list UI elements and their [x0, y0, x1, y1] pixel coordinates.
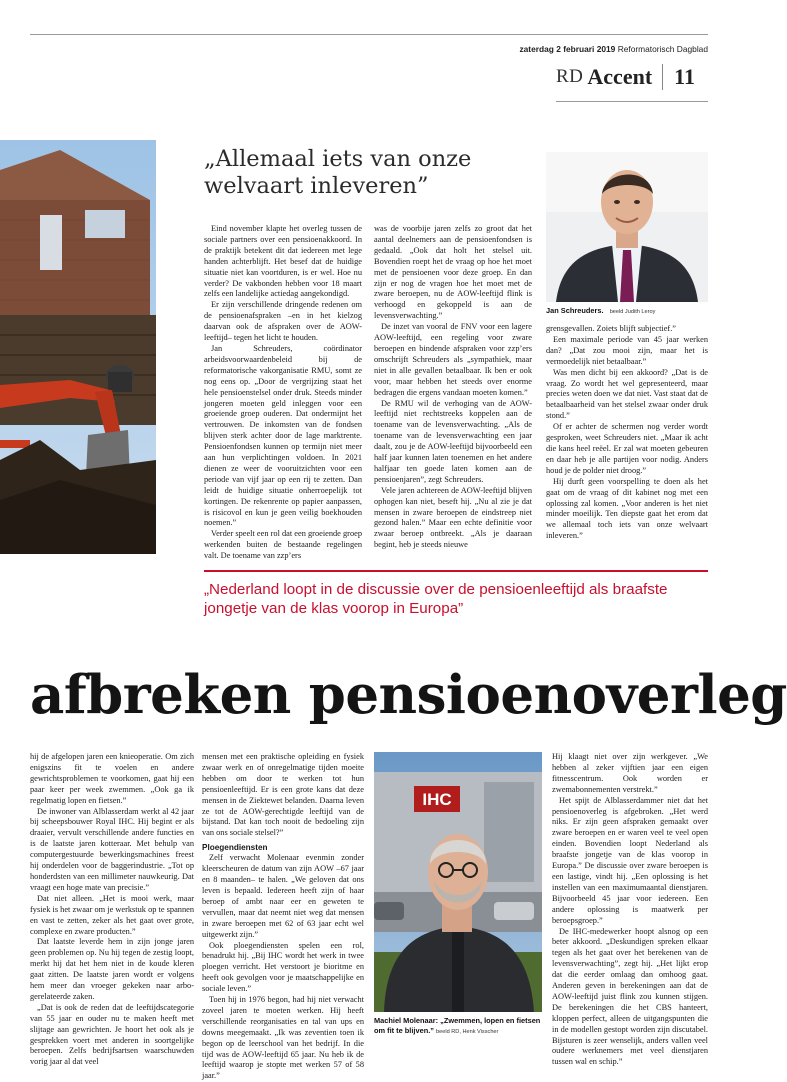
paragraph: Eind november klapte het overleg tussen de sociale partners over een pensioenakkoord. In de praktijk betekent dit dat iedereen met lege handen achterblijft. Het besef dat de huidige situatie niet kan voortduren, is er wel. Hoe nu verder? De vakbonden hebben voor 18 maart zelfs een landelijke actiedag aangekondigd.	[204, 224, 362, 299]
masthead-divider	[662, 64, 663, 90]
article-bottom-column-1	[30, 752, 194, 1068]
paragraph: De RMU wil de verhoging van de AOW-leeftijd niet rechtstreeks koppelen aan de toename van de levensverwachting. „Als de toename van de levensverwachting een jaar daalt, zou je de AOW-leeftijd bijvoorbeeld een half jaar kunnen laten toenemen en het andere halfjaar ten goede laten komen aan de pensioenjaren”, zegt Schreuders.	[374, 398, 532, 484]
caption-jan-schreuders	[546, 306, 708, 316]
subheading: Ploegendiensten	[202, 843, 268, 853]
paragraph: De inwoner van Alblasserdam werkt al 42 jaar bij scheepsbouwer Royal IHC. Hij begint er als draaier, vervult verschillende andere functies en is de laatste jaren kotteraar. Met behulp van computergestuurde bewerkingsmachines freest hij onderdelen voor de baggerindustrie. „Tot op honderdsten van een millimeter nauwkeurig. Dat vraagt een hoge mate van precisie.”	[30, 806, 194, 892]
paragraph: Er zijn verschillende dringende redenen om de pensioenafspraken –en in het kielzog daarvan ook de afspraken over de AOW-leeftijd– tegen het licht te houden.	[204, 300, 362, 343]
pull-quote: „Nederland loopt in de discussie over de pensioenleeftijd als braafste jongetje van de klas voorop in Europa”	[204, 581, 668, 617]
paragraph: Jan Schreuders, coördinator arbeidsvoorwaardenbeleid bij de reformatorische vakorganisatie RMU, somt ze nog eens op. „Door de vergrijzing staat het hele pensioenstelsel onder druk. Steeds minder jongeren moeten geld inleggen voor een groeiende groep ouderen. Dat ondermijnt het vertrouwen. De inkomsten van de fondsen blijven sterk achter door de lage marktrente. Pensioenfondsen kunnen op termijn niet meer aan hun verplichtingen voldoen. In 2021 dienen ze weer de vooruitzichten voor een periode van vijf jaar op een rij te zetten. Dan leidt de huidige situatie onherroepelijk tot kortingen. De rekenrente op papier aanpassen, is risicovol en kun je geen veilig boekhouden noemen.”	[204, 343, 362, 528]
article-top-column-3	[546, 324, 708, 542]
section-masthead	[556, 62, 695, 92]
paragraph: De inzet van vooral de FNV voor een lagere AOW-leeftijd, een regeling voor zware beroepen en bindende afspraken voor zzp’ers omschrijft Schreuders als „sympathiek, maar niet in alle gevallen betaalbaar. Ik ben er ook voor, maar hebben het steeds over enorme bedragen die ergens vandaan moeten komen.”	[374, 322, 532, 397]
article-bottom-column-2	[202, 752, 364, 1082]
main-headline: afbreken pensioenoverleg	[30, 664, 787, 726]
publication-name: Reformatorisch Dagblad	[617, 44, 708, 54]
excavator-photo	[0, 140, 156, 554]
paragraph: Was men dicht bij een akkoord? „Dat is de vraag. Zo wordt het wel gepresenteerd, maar precies weten doen we dat niet. Vast staat dat de betaalbaarheid van het stelsel zwaar onder druk stond.”	[546, 367, 708, 421]
top-rule	[30, 34, 708, 35]
paragraph: Toen hij in 1976 begon, had hij niet verwacht zoveel jaren te moeten werken. Hij heeft verschillende reorganisaties en tal van ups en downs meegemaakt. „Ik was zeventien toen ik begon op de leerschool van het bedrijf. In die tijd was de AOW-leeftijd 65 jaar. Nu heb ik de leeftijd waarop je stopte met werken 57 of 58 jaar.”	[202, 995, 364, 1081]
paragraph: Verder speelt een rol dat een groeiende groep werkenden buiten de bestaande regelingen valt. De toename van zzp’ers	[204, 529, 362, 561]
ihc-sign: IHC	[422, 790, 452, 809]
paragraph: grensgevallen. Zoiets blijft subjectief.”	[546, 324, 676, 333]
paragraph: Het spijt de Alblasserdammer niet dat het pensioenoverleg is afgebroken. „Het werd niks. Er zijn geen afspraken gemaakt over zware beroepen en er waren veel te veel open einden. Bovendien loopt Nederland als braafste jongetje van de klas voorop in Europa.” De discussie over zware beroepen is een lastige, vindt hij. „Een oplossing is het instellen van een maximumaantal dienstjaren. Bijvoorbeeld 45 jaar voor iedereen. Een andere oplossing is maatwerk per beroepsgroep.”	[552, 795, 708, 925]
date: zaterdag 2 februari 2019	[519, 44, 616, 54]
quote-headline: „Allemaal iets van onze welvaart inleveren”	[204, 146, 472, 199]
paragraph: Of er achter de schermen nog verder wordt gesproken, weet Schreuders niet. „Maar ik acht die kans heel reëel. Er zal wat moeten gebeuren en daar heb je alle partijen voor nodig. Anders houd je de polder niet droog.”	[546, 422, 708, 475]
jan-schreuders-photo	[546, 152, 708, 302]
caption-text: Machiel Molenaar: „Zwemmen, lopen en fietsen om fit te blijven.”	[374, 1016, 541, 1035]
paragraph: Dat niet alleen. „Het is mooi werk, maar fysiek is het zwaar om je werkstuk op te spannen en vast te zetten, zeker als het gaat over grote, complexe en zware producten.”	[30, 893, 194, 936]
paragraph: Hij klaagt niet over zijn werkgever. „We hebben al zeker vijftien jaar een eigen fitnesscentrum. Ook worden er zwemabonnementen verstrekt.”	[552, 752, 708, 794]
paragraph: Dat laatste leverde hem in zijn jonge jaren geen problemen op. Nu hij tegen de zestig loopt, merkt hij dat het hem niet in de koude kleren gaat zitten. De laatste jaren wordt er volgens hem meer dan vroeger gekeken naar arbo-gerelateerde zaken.	[30, 937, 194, 1001]
page-number: 11	[674, 64, 695, 89]
pull-quote-rule	[204, 570, 708, 572]
photo-credit: beeld RD, Henk Visscher	[436, 1028, 499, 1035]
paragraph: Een maximale periode van 45 jaar werken dan? „Dat zou mooi zijn, maar het is vermoedelijk niet betaalbaar.”	[546, 334, 708, 366]
article-bottom-column-3	[552, 752, 708, 1068]
section-prefix: RD	[556, 66, 584, 87]
section-name: Accent	[587, 64, 653, 89]
paragraph: Vele jaren achtereen de AOW-leeftijd blijven ophogen kan niet, beseft hij. „Nu al zie je dat mensen in zware beroepen de eindstreep niet gezond halen.” Maar een echte definitie voor zwaar beroep ontbreekt. „Als je daaraan begint, heb je steeds nieuwe	[374, 485, 532, 550]
caption-name: Jan Schreuders.	[546, 306, 604, 315]
paragraph: „Dat is ook de reden dat de leeftijdscategorie van 55 jaar en ouder nu te maken heeft met slijtage aan gewrichten. Je hoort het ook als je gesprekken voert met anderen in soortgelijke beroepen. Zelfs bedrijfsartsen waarschuwden vorig jaar al dat veel	[30, 1002, 194, 1067]
article-top-column-2	[374, 224, 532, 551]
caption-machiel-molenaar	[374, 1016, 542, 1036]
paragraph: Hij durft geen voorspelling te doen als het gaat om de vraag of dit kabinet nog met een oplossing zal komen. „Voor anderen is het niet minder moeilijk. Ten diepste gaat het erom dat we allemaal toch iets van onze welvaart inleveren.”	[546, 476, 708, 541]
paragraph: De IHC-medewerker hoopt alsnog op een beter akkoord. „Deskundigen spreken elkaar tegen als het gaat over het berekenen van de levensverwachting”, zegt hij. „Het lijkt erop dat die eerder omlaag dan omhoog gaat. Anderen geven in berekeningen aan dat de AOW-leeftijd juist flink zou kunnen stijgen. De berekeningen die het CBS hanteert, kloppen perfect, alleen de uitgangspunten die in de modellen gestopt worden zijn discutabel. Bijsturen is zeer wenselijk, anders vallen veel oudere werknemers met veel dienstjaren tussen wal en schip.”	[552, 926, 708, 1067]
paragraph: was de voorbije jaren zelfs zo groot dat het aantal deelnemers aan de pensioenfondsen is gedaald. „Ook dat holt het stelsel uit. Bovendien roept het de vraag op hoe het moet met de pensioenen voor deze groep. En dan zijn er nog de vragen hoe het moet met de zware beroepen, nu de AOW-leeftijd flink is verhoogd en gekoppeld is aan de levensverwachting.”	[374, 224, 532, 321]
machiel-molenaar-photo	[374, 752, 542, 1012]
dateline	[452, 44, 708, 54]
header-rule	[556, 101, 708, 102]
paragraph: mensen met een praktische opleiding en fysiek zwaar werk en of onregelmatige tijden moeite hebben om door te werken tot hun pensioenleeftijd. Er is een grote kans dat deze mensen in de Ziektewet belanden. Daarna leven ze tot de AOW-gerechtigde leeftijd van de bijstand. Dat kan toch nooit de bedoeling zijn van ons sociale stelsel?”	[202, 752, 364, 838]
paragraph: Ook ploegendiensten spelen een rol, benadrukt hij. „Bij IHC wordt het werk in twee ploegen verricht. Het verstoort je bioritme en heeft ook gevolgen voor je maatschappelijke en sociale leven.”	[202, 940, 364, 994]
photo-credit: beeld Judith Leroy	[609, 309, 656, 315]
paragraph: Zelf verwacht Molenaar evenmin zonder kleerscheuren de datum van zijn AOW –67 jaar en 8 maanden– te halen. „We geloven dat ons leven is bepaald. Iedereen heeft zijn of haar beroep of ambt naar eer en geweten te vervullen, maar dat neemt niet weg dat mensen in zware beroepen met 62 of 63 jaar echt wel uitgewerkt zijn.”	[202, 853, 364, 939]
article-top-column-1	[204, 224, 362, 562]
paragraph: hij de afgelopen jaren een knieoperatie. Om zich enigszins fit te voelen en andere gewrichtsproblemen te voorkomen, gaat hij een paar keer per week zwemmen. „Ook ga ik regelmatig lopen en fietsen.”	[30, 752, 194, 805]
